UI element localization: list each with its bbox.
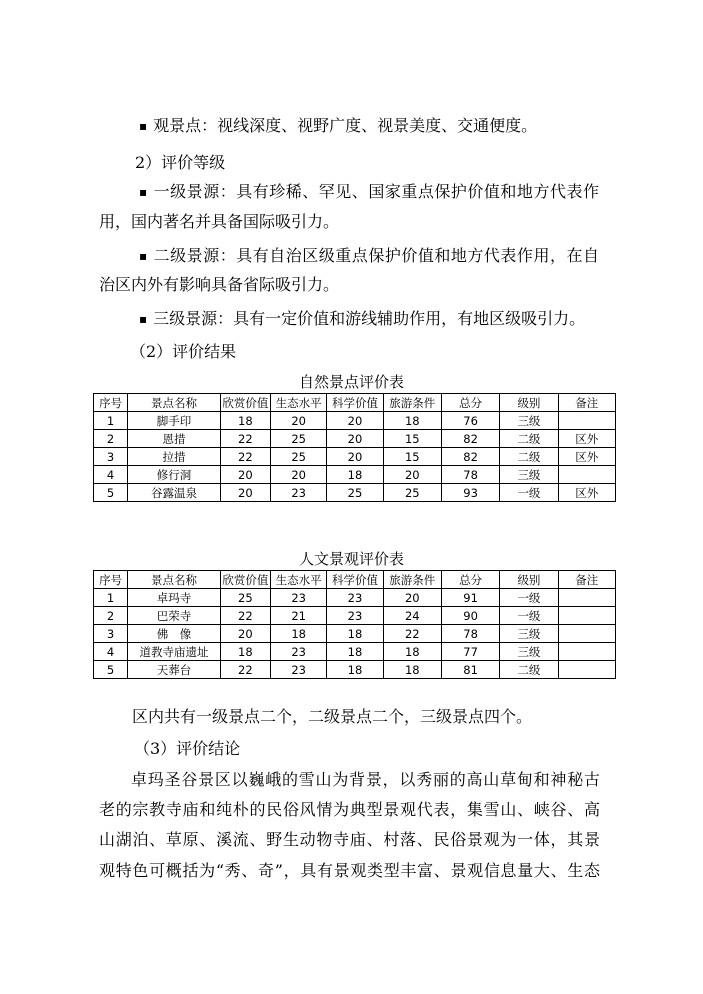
table-cell: 3 bbox=[94, 625, 128, 643]
table-cell: 5 bbox=[94, 661, 128, 679]
table-cell: 区外 bbox=[558, 484, 615, 502]
table-cell: 23 bbox=[271, 661, 327, 679]
paragraph-grade-2 bbox=[139, 245, 599, 267]
natural-table-caption: 自然景点评价表 bbox=[298, 373, 404, 391]
table-cell: 82 bbox=[441, 430, 499, 448]
natural-table-header-cell: 总分 bbox=[441, 394, 499, 412]
natural-table-header-cell: 生态水平 bbox=[271, 394, 327, 412]
paragraph-grade-1 bbox=[139, 181, 599, 203]
table-cell: 18 bbox=[327, 643, 383, 661]
table-cell: 78 bbox=[441, 625, 499, 643]
natural-table-header-cell: 备注 bbox=[558, 394, 615, 412]
table-cell: 23 bbox=[271, 484, 327, 502]
table-cell: 25 bbox=[271, 448, 327, 466]
heading-evaluation-conclusion bbox=[134, 738, 240, 760]
table-cell: 22 bbox=[220, 607, 270, 625]
table-cell: 25 bbox=[220, 589, 270, 607]
table-cell: 22 bbox=[220, 448, 270, 466]
natural-table-body bbox=[94, 412, 616, 502]
table-cell: 24 bbox=[383, 607, 441, 625]
table-row bbox=[94, 607, 616, 625]
heading-text: （3）评价结论 bbox=[134, 739, 241, 758]
table-cell bbox=[558, 661, 615, 679]
table-cell: 81 bbox=[441, 661, 499, 679]
table-cell: 4 bbox=[94, 643, 128, 661]
table-cell: 天葬台 bbox=[128, 661, 221, 679]
table-cell: 巴荣寺 bbox=[128, 607, 221, 625]
table-row bbox=[94, 412, 616, 430]
table-cell: 20 bbox=[220, 625, 270, 643]
natural-table-header-cell: 序号 bbox=[94, 394, 128, 412]
table-row bbox=[94, 625, 616, 643]
table-cell: 18 bbox=[383, 661, 441, 679]
table-cell: 二级 bbox=[500, 430, 558, 448]
table-cell: 3 bbox=[94, 448, 128, 466]
table-cell: 23 bbox=[327, 589, 383, 607]
table-cell: 三级 bbox=[500, 466, 558, 484]
cultural-table-header-cell: 级别 bbox=[500, 571, 558, 589]
table-cell: 谷露温泉 bbox=[128, 484, 221, 502]
table-cell: 23 bbox=[327, 607, 383, 625]
table-cell: 18 bbox=[327, 625, 383, 643]
table-row bbox=[94, 661, 616, 679]
table-cell: 18 bbox=[327, 661, 383, 679]
table-cell: 20 bbox=[383, 466, 441, 484]
paragraph-conclusion-line-4 bbox=[99, 860, 600, 882]
paragraph-text: 老的宗教寺庙和纯朴的民俗风情为典型景观代表，集雪山、峡谷、高 bbox=[99, 800, 600, 819]
paragraph-text: 治区内外有影响具备省际吸引力。 bbox=[99, 275, 340, 294]
table-cell: 二级 bbox=[500, 448, 558, 466]
table-cell: 18 bbox=[327, 466, 383, 484]
table-cell: 20 bbox=[271, 412, 327, 430]
table-cell: 78 bbox=[441, 466, 499, 484]
table-cell: 卓玛寺 bbox=[128, 589, 221, 607]
table-cell: 脚手印 bbox=[128, 412, 221, 430]
table-cell: 2 bbox=[94, 430, 128, 448]
table-cell: 23 bbox=[271, 643, 327, 661]
paragraph-text: 三级景源：具有一定价值和游线辅助作用，有地区级吸引力。 bbox=[153, 309, 586, 328]
table-cell bbox=[558, 625, 615, 643]
table-cell: 23 bbox=[271, 589, 327, 607]
cultural-table-header-row bbox=[94, 571, 616, 589]
table-cell: 20 bbox=[327, 448, 383, 466]
table-cell: 22 bbox=[383, 625, 441, 643]
table-cell: 18 bbox=[220, 412, 270, 430]
table-cell: 18 bbox=[271, 625, 327, 643]
table-row bbox=[94, 466, 616, 484]
natural-table-header-cell: 级别 bbox=[500, 394, 558, 412]
paragraph-conclusion-line-2 bbox=[99, 799, 600, 821]
table-cell: 90 bbox=[441, 607, 499, 625]
natural-table-header-row bbox=[94, 394, 616, 412]
natural-table-header-cell: 欣赏价值 bbox=[220, 394, 270, 412]
table-cell: 区外 bbox=[558, 430, 615, 448]
table-cell: 25 bbox=[271, 430, 327, 448]
cultural-table-header-cell: 旅游条件 bbox=[383, 571, 441, 589]
table-cell: 一级 bbox=[500, 607, 558, 625]
table-cell: 82 bbox=[441, 448, 499, 466]
table-cell: 修行洞 bbox=[128, 466, 221, 484]
heading-evaluation-result bbox=[130, 341, 236, 363]
table-cell: 91 bbox=[441, 589, 499, 607]
paragraph-viewpoint bbox=[139, 115, 537, 137]
table-cell: 25 bbox=[327, 484, 383, 502]
natural-table-header-cell: 旅游条件 bbox=[383, 394, 441, 412]
cultural-table-header-cell: 生态水平 bbox=[271, 571, 327, 589]
heading-text: 2）评价等级 bbox=[135, 153, 226, 172]
table-cell: 15 bbox=[383, 448, 441, 466]
table-cell: 20 bbox=[220, 466, 270, 484]
table-cell bbox=[558, 607, 615, 625]
table-cell bbox=[558, 412, 615, 430]
paragraph-grade-3 bbox=[139, 308, 585, 330]
natural-table bbox=[93, 393, 616, 502]
table-row bbox=[94, 430, 616, 448]
table-cell: 三级 bbox=[500, 412, 558, 430]
table-cell bbox=[558, 466, 615, 484]
table-cell: 二级 bbox=[500, 661, 558, 679]
natural-table-header-cell: 科学价值 bbox=[327, 394, 383, 412]
table-cell: 76 bbox=[441, 412, 499, 430]
paragraph-text: 卓玛圣谷景区以巍峨的雪山为背景，以秀丽的高山草甸和神秘古 bbox=[131, 770, 600, 789]
paragraph-conclusion-line-1 bbox=[131, 769, 600, 791]
table-cell bbox=[558, 589, 615, 607]
table-row bbox=[94, 484, 616, 502]
table-cell: 18 bbox=[220, 643, 270, 661]
cultural-table-header-cell: 总分 bbox=[441, 571, 499, 589]
natural-table-header-cell: 景点名称 bbox=[128, 394, 221, 412]
table-cell: 20 bbox=[383, 589, 441, 607]
table-cell: 22 bbox=[220, 430, 270, 448]
table-cell: 22 bbox=[220, 661, 270, 679]
table-cell: 1 bbox=[94, 412, 128, 430]
cultural-table-caption: 人文景观评价表 bbox=[298, 550, 404, 568]
paragraph-text: 山湖泊、草原、溪流、野生动物寺庙、村落、民俗景观为一体，其景 bbox=[99, 830, 600, 849]
table-cell: 21 bbox=[271, 607, 327, 625]
table-cell bbox=[558, 643, 615, 661]
cultural-table bbox=[93, 570, 616, 679]
heading-text: （2）评价结果 bbox=[130, 342, 237, 361]
table-cell: 恩措 bbox=[128, 430, 221, 448]
paragraph-text: 观特色可概括为“秀、奇”，具有景观类型丰富、景观信息量大、生态 bbox=[99, 861, 600, 880]
table-cell: 5 bbox=[94, 484, 128, 502]
table-cell: 77 bbox=[441, 643, 499, 661]
table-cell: 拉措 bbox=[128, 448, 221, 466]
table-cell: 20 bbox=[271, 466, 327, 484]
table-cell: 4 bbox=[94, 466, 128, 484]
paragraph-text: 一级景源：具有珍稀、罕见、国家重点保护价值和地方代表作 bbox=[153, 182, 599, 201]
cultural-table-body bbox=[94, 589, 616, 679]
table-cell: 25 bbox=[383, 484, 441, 502]
table-cell: 15 bbox=[383, 430, 441, 448]
cultural-table-header-cell: 景点名称 bbox=[128, 571, 221, 589]
table-cell: 20 bbox=[327, 412, 383, 430]
table-cell: 18 bbox=[383, 412, 441, 430]
paragraph-text: 用，国内著名并具备国际吸引力。 bbox=[99, 212, 340, 231]
paragraph-grade-2-cont bbox=[99, 274, 339, 296]
table-cell: 20 bbox=[327, 430, 383, 448]
table-row bbox=[94, 589, 616, 607]
table-cell: 2 bbox=[94, 607, 128, 625]
table-cell: 道教寺庙遗址 bbox=[128, 643, 221, 661]
table-cell: 三级 bbox=[500, 625, 558, 643]
paragraph-grade-1-cont bbox=[99, 211, 339, 233]
table-cell: 18 bbox=[383, 643, 441, 661]
table-row bbox=[94, 643, 616, 661]
cultural-table-header-cell: 科学价值 bbox=[327, 571, 383, 589]
table-row bbox=[94, 448, 616, 466]
table-cell: 一级 bbox=[500, 484, 558, 502]
table-cell: 一级 bbox=[500, 589, 558, 607]
table-cell: 佛 像 bbox=[128, 625, 221, 643]
cultural-table-header-cell: 序号 bbox=[94, 571, 128, 589]
cultural-table-header-cell: 欣赏价值 bbox=[220, 571, 270, 589]
paragraph-text: 二级景源：具有自治区级重点保护价值和地方代表作用，在自 bbox=[153, 246, 599, 265]
table-cell: 93 bbox=[441, 484, 499, 502]
heading-evaluation-grade bbox=[135, 152, 225, 174]
paragraph-conclusion-line-3 bbox=[99, 829, 600, 851]
paragraph-text: 观景点：视线深度、视野广度、视景美度、交通便度。 bbox=[153, 116, 538, 135]
table-cell: 1 bbox=[94, 589, 128, 607]
paragraph-text: 区内共有一级景点二个，二级景点二个，三级景点四个。 bbox=[132, 707, 533, 726]
paragraph-summary bbox=[132, 706, 532, 728]
table-cell: 三级 bbox=[500, 643, 558, 661]
table-cell: 区外 bbox=[558, 448, 615, 466]
table-cell: 20 bbox=[220, 484, 270, 502]
cultural-table-header-cell: 备注 bbox=[558, 571, 615, 589]
